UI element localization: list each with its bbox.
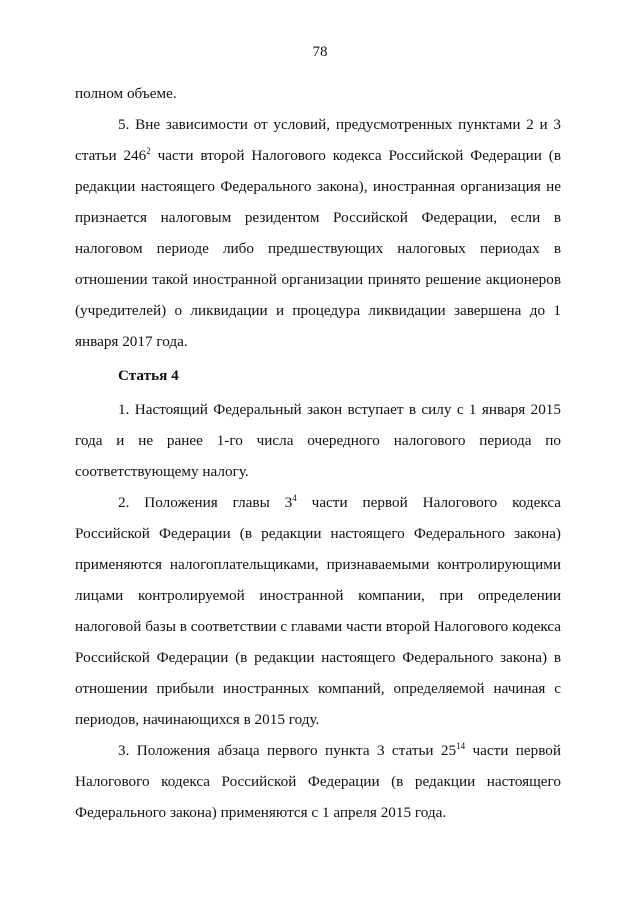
paragraph-text: 5. Вне зависимости от условий, предусмотренных пунктами 2 и 3 статьи 246 — [75, 116, 561, 164]
paragraph-item-5 — [75, 109, 561, 357]
paragraph-text: части второй Налогового кодекса Российской Федерации (в редакции настоящего Федерального закона), иностранная организация не признается налоговым резидентом Российской Федерации, если в налоговом периоде либо предшествующих налоговых периодах в отношении такой иностранной организации принято решение акционеров (учредителей) о ликвидации и процедура ликвидации завершена до 1 января 2017 года. — [75, 147, 561, 350]
superscript: 4 — [292, 493, 297, 503]
paragraph-text: 3. Положения абзаца первого пункта 3 статьи 25 — [118, 742, 457, 759]
paragraph-continuation: полном объеме. — [75, 85, 177, 102]
paragraph-text: части первой Налогового кодекса Российской Федерации (в редакции настоящего Федерального закона) применяются с 1 апреля 2015 года. — [75, 742, 561, 821]
paragraph-text: части первой Налогового кодекса Российской Федерации (в редакции настоящего Федерального закона) применяются налогоплательщиками, признаваемыми контролирующими лицами контролируемой иностранной компании, при определении налоговой базы в соответствии с главами части второй Налогового кодекса Российской Федерации (в редакции настоящего Федерального закона) в отношении прибыли иностранных компаний, определяемой начиная с периодов, начинающихся в 2015 году. — [75, 494, 561, 728]
paragraph-article4-item-3 — [75, 735, 561, 828]
paragraph-article4-item-1: 1. Настоящий Федеральный закон вступает в силу с 1 января 2015 года и не ранее 1-го числа очередного налогового периода по соответствующему налогу. — [75, 401, 561, 480]
page-number: 78 — [312, 44, 328, 60]
paragraph-text: 2. Положения главы 3 — [118, 494, 293, 511]
article-heading: Статья 4 — [118, 367, 179, 384]
document-body — [75, 78, 561, 828]
superscript: 14 — [456, 741, 466, 751]
superscript: 2 — [146, 146, 151, 156]
paragraph-article4-item-2 — [75, 487, 561, 735]
